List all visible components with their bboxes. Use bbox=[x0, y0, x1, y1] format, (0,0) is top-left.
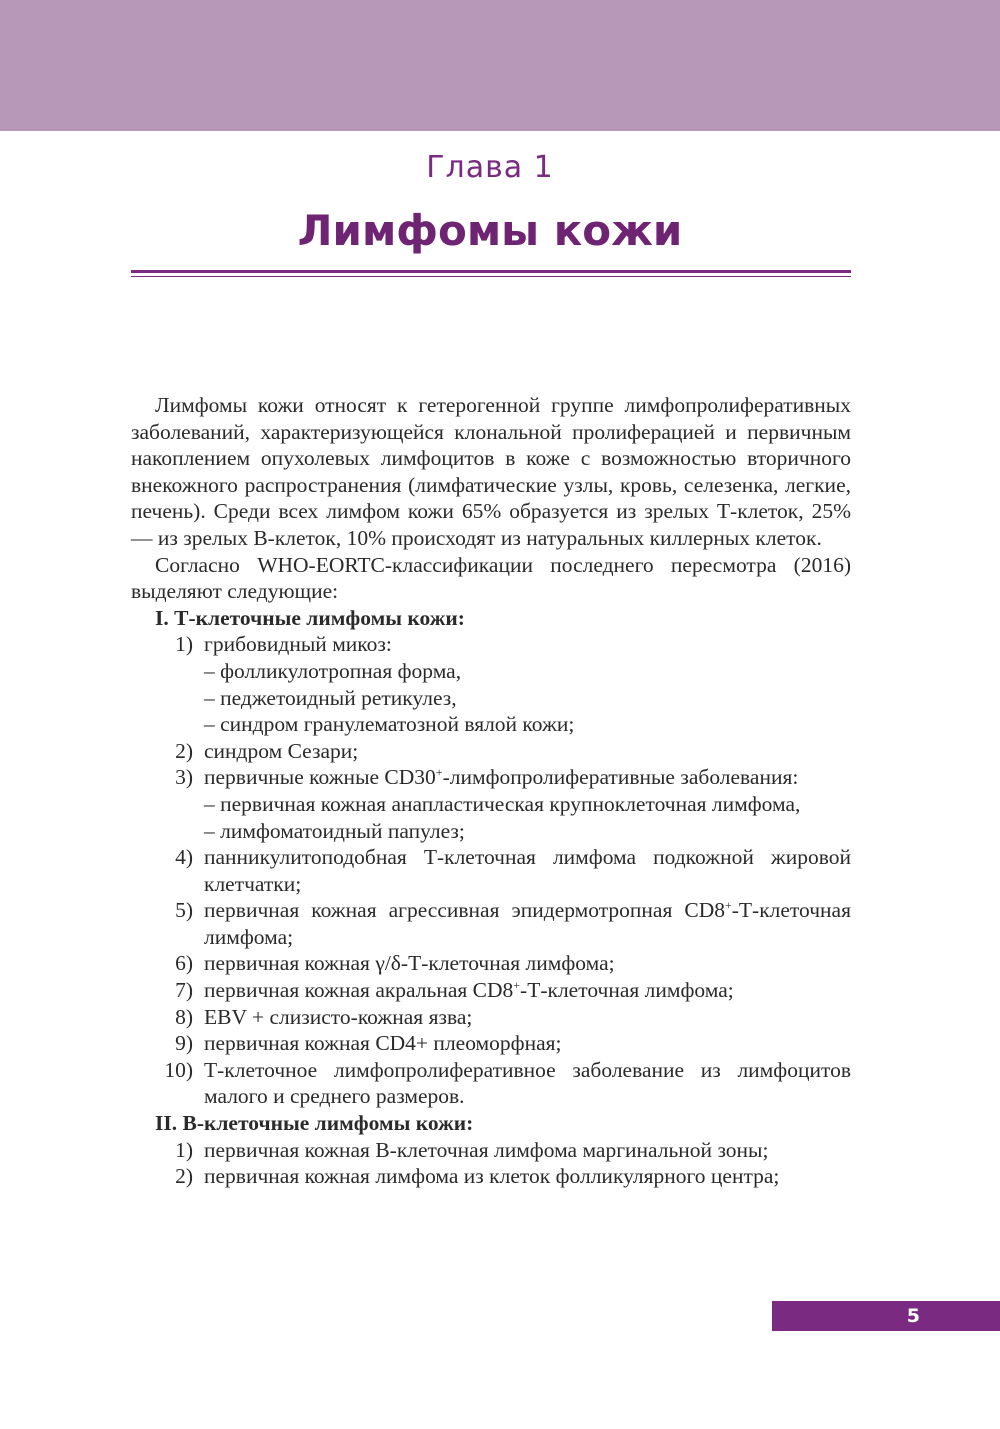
item-text-pre: первичная кожная акральная CD8 bbox=[204, 978, 514, 1003]
intro-paragraph: Лимфомы кожи относят к гетерогенной группе лимфопролиферативных заболеваний, характеризующейся клональной пролиферацией и первичным накоплением опухолевых лимфоцитов в коже с возможностью вторичного внекожного распространения (лимфатические узлы, кровь, селезенка, легкие, печень). Среди всех лимфом кожи 65% образуется из зрелых Т-клеток, 25% — из зрелых В-клеток, 10% происходят из натуральных киллерных клеток. bbox=[131, 393, 851, 550]
item-number: 6) bbox=[175, 951, 193, 976]
item-number: 5) bbox=[175, 898, 193, 923]
list-item bbox=[131, 1030, 851, 1057]
list-item bbox=[131, 1004, 851, 1031]
b-cell-list bbox=[131, 1137, 851, 1190]
intro-paragraph: Согласно WHO-EORTC-классификации последнего пересмотра (2016) выделяют следующие: bbox=[131, 552, 851, 604]
item-text: Т-клеточное лимфопролиферативное заболевание из лимфоцитов малого и среднего размеров. bbox=[204, 1057, 851, 1109]
sub-item: – первичная кожная анапластическая крупноклеточная лимфома, bbox=[204, 791, 801, 816]
item-text-post: -Т-клеточная лимфома; bbox=[204, 898, 851, 949]
list-item bbox=[131, 977, 851, 1004]
sub-item: – педжетоидный ретикулез, bbox=[204, 685, 457, 710]
item-text: первичная кожная CD4+ плеоморфная; bbox=[204, 1031, 562, 1056]
list-item bbox=[131, 950, 851, 977]
section-heading: I. Т-клеточные лимфомы кожи: bbox=[155, 605, 465, 630]
item-text-post: -лимфопролиферативные заболевания: bbox=[442, 765, 799, 790]
sub-item: – фолликулотропная форма, bbox=[204, 658, 462, 683]
superscript: + bbox=[435, 765, 443, 780]
item-text: первичная кожная γ/δ-Т-клеточная лимфома; bbox=[204, 951, 615, 976]
item-text: панникулитоподобная Т-клеточная лимфома подкожной жировой клетчатки; bbox=[204, 845, 851, 896]
list-item bbox=[131, 1163, 851, 1190]
title-rule-thick bbox=[131, 270, 851, 273]
list-item bbox=[131, 1057, 851, 1110]
item-number: 2) bbox=[175, 738, 193, 763]
list-item bbox=[131, 764, 851, 791]
chapter-label: Глава 1 bbox=[426, 150, 554, 185]
item-number: 3) bbox=[175, 765, 193, 790]
list-item bbox=[131, 1137, 851, 1164]
title-rule-thin bbox=[131, 276, 851, 277]
item-text: грибовидный микоз: bbox=[204, 632, 392, 657]
superscript: + bbox=[724, 898, 732, 913]
item-text: EBV + слизисто-кожная язва; bbox=[204, 1004, 473, 1029]
item-number: 4) bbox=[175, 845, 193, 870]
item-text: синдром Сезари; bbox=[204, 738, 359, 763]
item-text-pre: первичная кожная агрессивная эпидермотропная CD8 bbox=[204, 898, 725, 923]
item-number: 10) bbox=[164, 1057, 193, 1082]
superscript: + bbox=[513, 978, 521, 993]
t-cell-list bbox=[131, 631, 851, 1110]
item-number: 7) bbox=[175, 978, 193, 1003]
item-number: 9) bbox=[175, 1031, 193, 1056]
section-heading: II. В-клеточные лимфомы кожи: bbox=[155, 1111, 474, 1136]
item-number: 2) bbox=[175, 1164, 193, 1189]
chapter-body bbox=[131, 392, 851, 1190]
sub-item: – синдром гранулематозной вялой кожи; bbox=[204, 712, 575, 737]
list-item bbox=[131, 897, 851, 950]
item-text: первичная кожная лимфома из клеток фолликулярного центра; bbox=[204, 1164, 780, 1189]
item-number: 1) bbox=[175, 632, 193, 657]
item-text-pre: первичные кожные CD30 bbox=[204, 765, 436, 790]
item-number: 1) bbox=[175, 1137, 193, 1162]
chapter-title: Лимфомы кожи bbox=[297, 206, 683, 255]
item-text: первичная кожная В-клеточная лимфома маргинальной зоны; bbox=[204, 1137, 769, 1162]
page-number: 5 bbox=[906, 1305, 920, 1327]
list-item bbox=[131, 738, 851, 765]
item-number: 8) bbox=[175, 1004, 193, 1029]
sub-item: – лимфоматоидный папулез; bbox=[204, 818, 465, 843]
list-item bbox=[131, 844, 851, 897]
list-item bbox=[131, 631, 851, 658]
item-text-post: -Т-клеточная лимфома; bbox=[520, 978, 734, 1003]
header-band bbox=[0, 0, 1000, 131]
